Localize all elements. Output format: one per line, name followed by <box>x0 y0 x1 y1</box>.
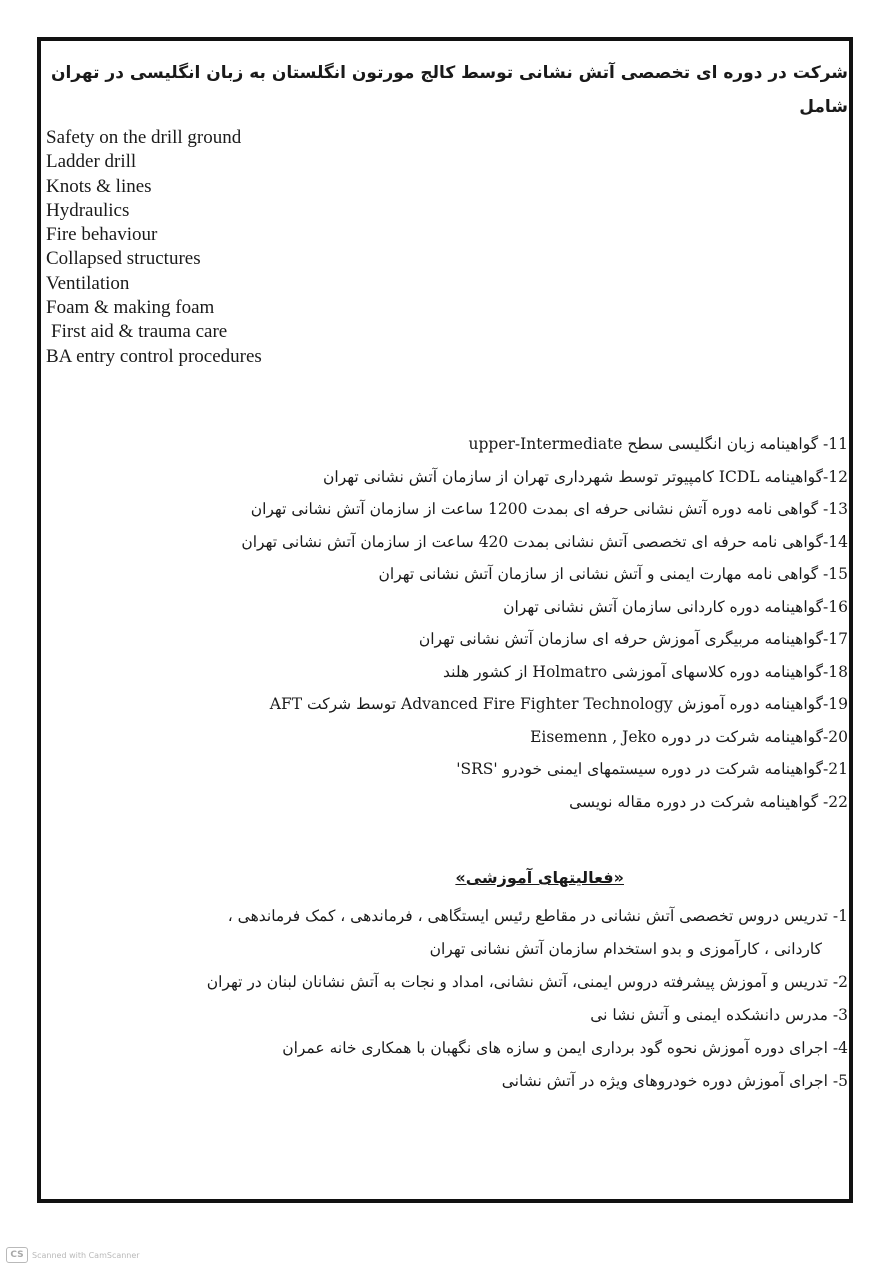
list-item: 2- تدریس و آموزش پیشرفته دروس ایمنی، آتش نشانی، امداد و نجات به آتش نشانان لبنان در تهران <box>206 973 848 991</box>
certificate-list <box>108 428 848 818</box>
list-item: 14-گواهی نامه حرفه ای تخصصی آتش نشانی بمدت 420 ساعت از سازمان آتش نشانی تهران <box>241 532 848 551</box>
list-item: 17-گواهینامه مربیگری آموزش حرفه ای سازمان آتش نشانی تهران <box>418 630 848 648</box>
list-item: 19-گواهینامه دوره آموزش Advanced Fire Fighter Technology توسط شرکت AFT <box>269 695 848 713</box>
list-item: 16-گواهینامه دوره کاردانی سازمان آتش نشانی تهران <box>503 597 848 616</box>
list-item: Knots & lines <box>46 175 152 197</box>
list-item: Fire behaviour <box>46 224 158 246</box>
list-item: 5- اجرای آموزش دوره خودروهای ویژه در آتش نشانی <box>501 1072 848 1090</box>
list-item: Collapsed structures <box>46 248 201 270</box>
activity-list <box>78 900 848 1098</box>
list-item: 13- گواهی نامه دوره آتش نشانی حرفه ای بمدت 1200 ساعت از سازمان آتش نشانی تهران <box>250 500 848 518</box>
list-item: First aid & trauma care <box>51 321 228 343</box>
list-item-continuation: کاردانی ، کارآموزی و بدو استخدام سازمان آتش نشانی تهران <box>429 940 822 958</box>
list-item: BA entry control procedures <box>46 345 262 367</box>
list-item: Ladder drill <box>46 151 137 173</box>
list-item: Ventilation <box>46 272 130 294</box>
list-item: 12-گواهینامه ICDL کامپیوتر توسط شهرداری تهران از سازمان آتش نشانی تهران <box>323 467 848 486</box>
scanner-watermark <box>6 1247 140 1263</box>
list-item: 21-گواهینامه شرکت در دوره سیستمهای ایمنی خودرو 'SRS' <box>456 760 848 778</box>
list-item: Safety on the drill ground <box>46 127 242 148</box>
list-item: 1- تدریس دروس تخصصی آتش نشانی در مقاطع رئیس ایستگاهی ، فرماندهی ، کمک فرماندهی ، <box>227 907 848 925</box>
list-item: 22- گواهینامه شرکت در دوره مقاله نویسی <box>569 792 848 811</box>
list-item: Foam & making foam <box>46 297 215 319</box>
camscanner-logo-icon: CS <box>6 1247 28 1263</box>
list-item: 20-گواهینامه شرکت در دوره Eisemenn , Jeko <box>530 727 848 746</box>
list-item: Hydraulics <box>46 199 130 221</box>
list-item: 18-گواهینامه دوره کلاسهای آموزشی Holmatro از کشور هلند <box>443 662 848 681</box>
activities-title: «فعالیتهای آموزشی» <box>455 868 624 887</box>
watermark-text: Scanned with CamScanner <box>32 1250 140 1260</box>
list-item: 11- گواهینامه زبان انگلیسی سطح upper-Intermediate <box>468 435 848 453</box>
course-list <box>46 126 262 369</box>
list-item: 3- مدرس دانشکده ایمنی و آتش نشا نی <box>590 1006 848 1024</box>
section-heading: شرکت در دوره ای تخصصی آتش نشانی توسط کالج مورتون انگلستان به زبان انگلیسی در تهران شامل <box>50 63 848 117</box>
list-item: 4- اجرای دوره آموزش نحوه گود برداری ایمن و سازه های نگهبان با همکاری خانه عمران <box>282 1039 848 1057</box>
list-item: 15- گواهی نامه مهارت ایمنی و آتش نشانی از سازمان آتش نشانی تهران <box>378 565 848 583</box>
